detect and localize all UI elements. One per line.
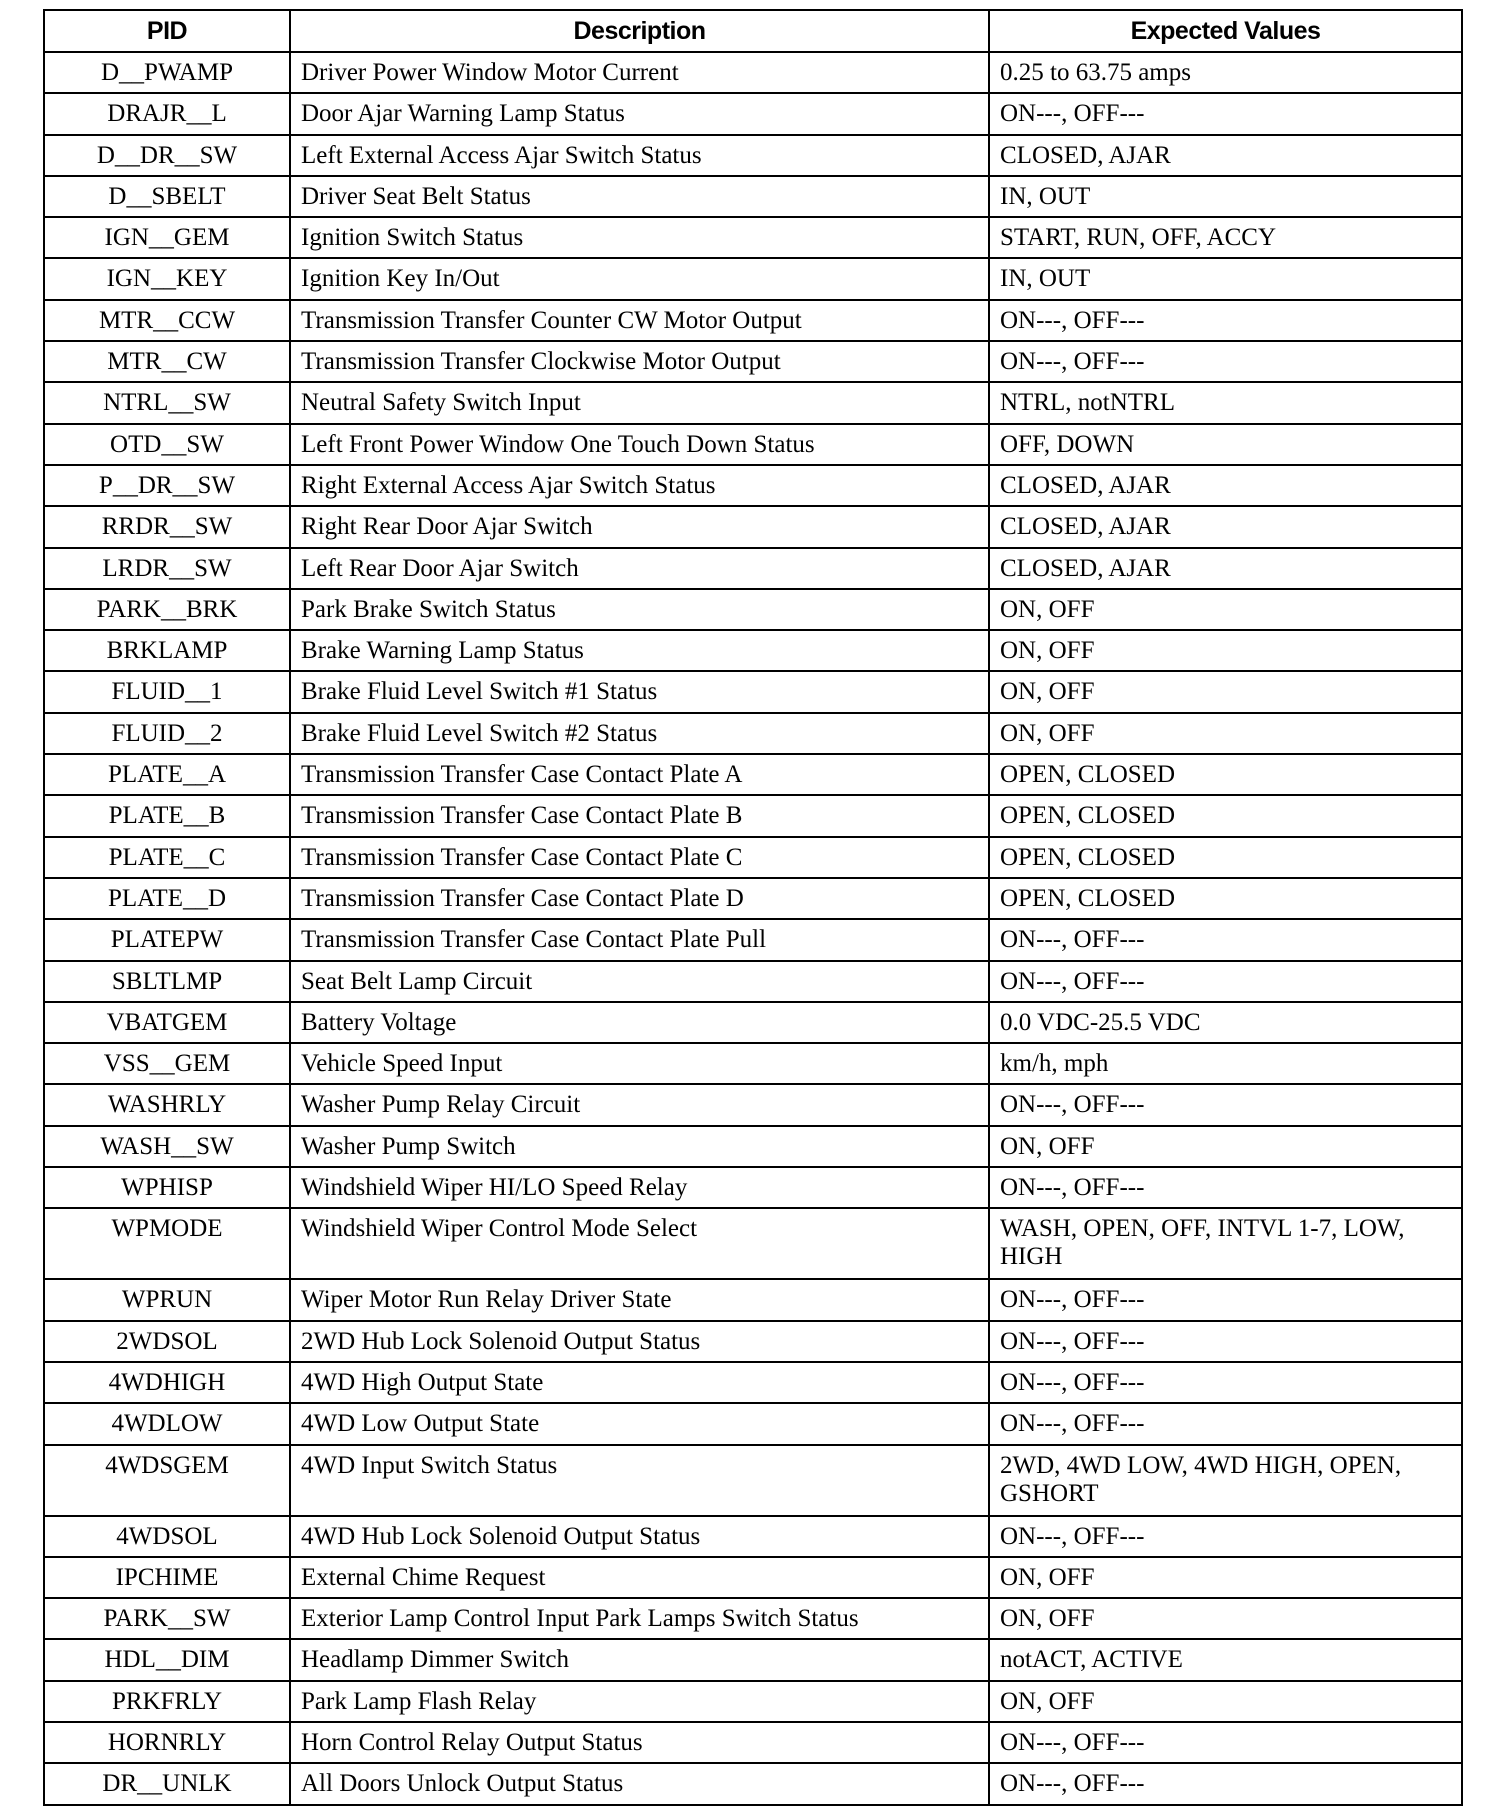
expected-values-cell: ON, OFF — [989, 1557, 1462, 1598]
expected-values-cell: IN, OUT — [989, 176, 1462, 217]
table-row — [44, 837, 1462, 878]
expected-values-cell: ON---, OFF--- — [989, 1279, 1462, 1320]
pid-cell: 2WDSOL — [44, 1321, 290, 1362]
pid-cell: HDL__DIM — [44, 1639, 290, 1680]
description-cell: 4WD Low Output State — [290, 1403, 989, 1444]
expected-values-cell: OFF, DOWN — [989, 424, 1462, 465]
table-row — [44, 1043, 1462, 1084]
expected-values-cell: 2WD, 4WD LOW, 4WD HIGH, OPEN, GSHORT — [989, 1445, 1462, 1516]
description-cell: Windshield Wiper HI/LO Speed Relay — [290, 1167, 989, 1208]
pid-cell: PRKFRLY — [44, 1681, 290, 1722]
pid-table — [43, 9, 1463, 1806]
expected-values-cell: km/h, mph — [989, 1043, 1462, 1084]
description-cell: Washer Pump Relay Circuit — [290, 1084, 989, 1125]
table-row — [44, 1516, 1462, 1557]
table-row — [44, 919, 1462, 960]
expected-values-cell: 0.0 VDC-25.5 VDC — [989, 1002, 1462, 1043]
table-row — [44, 961, 1462, 1002]
expected-values-cell: ON, OFF — [989, 630, 1462, 671]
pid-cell: 4WDSGEM — [44, 1445, 290, 1516]
table-row — [44, 713, 1462, 754]
expected-values-cell: 0.25 to 63.75 amps — [989, 52, 1462, 93]
description-cell: Neutral Safety Switch Input — [290, 382, 989, 423]
description-cell: Driver Power Window Motor Current — [290, 52, 989, 93]
expected-values-cell: ON---, OFF--- — [989, 961, 1462, 1002]
pid-cell: PARK__SW — [44, 1598, 290, 1639]
description-cell: Driver Seat Belt Status — [290, 176, 989, 217]
description-cell: Right Rear Door Ajar Switch — [290, 506, 989, 547]
table-row — [44, 630, 1462, 671]
expected-values-cell: ON---, OFF--- — [989, 341, 1462, 382]
table-row — [44, 878, 1462, 919]
pid-cell: OTD__SW — [44, 424, 290, 465]
table-row — [44, 1084, 1462, 1125]
expected-values-cell: ON, OFF — [989, 1126, 1462, 1167]
description-cell: 4WD High Output State — [290, 1362, 989, 1403]
description-cell: Transmission Transfer Counter CW Motor Output — [290, 300, 989, 341]
description-cell: Battery Voltage — [290, 1002, 989, 1043]
description-cell: Washer Pump Switch — [290, 1126, 989, 1167]
expected-values-cell: NTRL, notNTRL — [989, 382, 1462, 423]
table-row — [44, 1321, 1462, 1362]
description-cell: Headlamp Dimmer Switch — [290, 1639, 989, 1680]
table-row — [44, 671, 1462, 712]
pid-cell: VSS__GEM — [44, 1043, 290, 1084]
table-row — [44, 506, 1462, 547]
description-cell: Right External Access Ajar Switch Status — [290, 465, 989, 506]
table-row — [44, 1445, 1462, 1516]
pid-cell: P__DR__SW — [44, 465, 290, 506]
table-row — [44, 382, 1462, 423]
expected-values-cell: ON---, OFF--- — [989, 93, 1462, 134]
table-row — [44, 1722, 1462, 1763]
description-cell: Horn Control Relay Output Status — [290, 1722, 989, 1763]
description-cell: 2WD Hub Lock Solenoid Output Status — [290, 1321, 989, 1362]
pid-cell: PLATE__C — [44, 837, 290, 878]
pid-cell: D__SBELT — [44, 176, 290, 217]
pid-cell: MTR__CW — [44, 341, 290, 382]
table-row — [44, 589, 1462, 630]
table-row — [44, 424, 1462, 465]
description-cell: Left External Access Ajar Switch Status — [290, 135, 989, 176]
description-cell: Brake Fluid Level Switch #2 Status — [290, 713, 989, 754]
table-row — [44, 93, 1462, 134]
expected-values-cell: ON---, OFF--- — [989, 1763, 1462, 1804]
description-cell: 4WD Hub Lock Solenoid Output Status — [290, 1516, 989, 1557]
expected-values-cell: ON---, OFF--- — [989, 1516, 1462, 1557]
description-cell: Transmission Transfer Case Contact Plate A — [290, 754, 989, 795]
pid-cell: WPRUN — [44, 1279, 290, 1320]
header-expected-values: Expected Values — [989, 10, 1462, 52]
table-row — [44, 1557, 1462, 1598]
pid-cell: DRAJR__L — [44, 93, 290, 134]
description-cell: Brake Warning Lamp Status — [290, 630, 989, 671]
pid-cell: IGN__GEM — [44, 217, 290, 258]
description-cell: External Chime Request — [290, 1557, 989, 1598]
pid-cell: WPMODE — [44, 1208, 290, 1279]
description-cell: Brake Fluid Level Switch #1 Status — [290, 671, 989, 712]
description-cell: Windshield Wiper Control Mode Select — [290, 1208, 989, 1279]
pid-cell: HORNRLY — [44, 1722, 290, 1763]
description-cell: Transmission Transfer Clockwise Motor Output — [290, 341, 989, 382]
table-row — [44, 258, 1462, 299]
table-row — [44, 1403, 1462, 1444]
table-row — [44, 754, 1462, 795]
pid-cell: MTR__CCW — [44, 300, 290, 341]
description-cell: Ignition Key In/Out — [290, 258, 989, 299]
table-row — [44, 548, 1462, 589]
expected-values-cell: OPEN, CLOSED — [989, 878, 1462, 919]
table-row — [44, 1763, 1462, 1804]
description-cell: Left Front Power Window One Touch Down Status — [290, 424, 989, 465]
expected-values-cell: ON---, OFF--- — [989, 1084, 1462, 1125]
table-row — [44, 1126, 1462, 1167]
pid-cell: SBLTLMP — [44, 961, 290, 1002]
table-row — [44, 341, 1462, 382]
table-row — [44, 300, 1462, 341]
expected-values-cell: ON, OFF — [989, 713, 1462, 754]
table-row — [44, 1279, 1462, 1320]
expected-values-cell: ON---, OFF--- — [989, 919, 1462, 960]
expected-values-cell: WASH, OPEN, OFF, INTVL 1-7, LOW, HIGH — [989, 1208, 1462, 1279]
expected-values-cell: ON, OFF — [989, 671, 1462, 712]
table-row — [44, 1598, 1462, 1639]
expected-values-cell: CLOSED, AJAR — [989, 465, 1462, 506]
expected-values-cell: ON---, OFF--- — [989, 300, 1462, 341]
table-row — [44, 176, 1462, 217]
pid-cell: VBATGEM — [44, 1002, 290, 1043]
description-cell: Seat Belt Lamp Circuit — [290, 961, 989, 1002]
pid-cell: PLATE__B — [44, 795, 290, 836]
pid-cell: BRKLAMP — [44, 630, 290, 671]
expected-values-cell: CLOSED, AJAR — [989, 506, 1462, 547]
pid-cell: PLATE__D — [44, 878, 290, 919]
pid-cell: DR__UNLK — [44, 1763, 290, 1804]
expected-values-cell: ON, OFF — [989, 1681, 1462, 1722]
pid-cell: WASH__SW — [44, 1126, 290, 1167]
table-row — [44, 1681, 1462, 1722]
expected-values-cell: ON---, OFF--- — [989, 1722, 1462, 1763]
expected-values-cell: ON, OFF — [989, 1598, 1462, 1639]
pid-cell: 4WDHIGH — [44, 1362, 290, 1403]
header-pid: PID — [44, 10, 290, 52]
expected-values-cell: ON---, OFF--- — [989, 1167, 1462, 1208]
pid-cell: PLATE__A — [44, 754, 290, 795]
table-row — [44, 52, 1462, 93]
expected-values-cell: CLOSED, AJAR — [989, 548, 1462, 589]
expected-values-cell: CLOSED, AJAR — [989, 135, 1462, 176]
description-cell: Wiper Motor Run Relay Driver State — [290, 1279, 989, 1320]
expected-values-cell: OPEN, CLOSED — [989, 754, 1462, 795]
expected-values-cell: ON---, OFF--- — [989, 1362, 1462, 1403]
pid-cell: IPCHIME — [44, 1557, 290, 1598]
pid-cell: D__DR__SW — [44, 135, 290, 176]
description-cell: Transmission Transfer Case Contact Plate B — [290, 795, 989, 836]
description-cell: All Doors Unlock Output Status — [290, 1763, 989, 1804]
description-cell: Park Brake Switch Status — [290, 589, 989, 630]
table-row — [44, 1639, 1462, 1680]
header-description: Description — [290, 10, 989, 52]
description-cell: Ignition Switch Status — [290, 217, 989, 258]
pid-cell: LRDR__SW — [44, 548, 290, 589]
table-row — [44, 1002, 1462, 1043]
pid-cell: FLUID__1 — [44, 671, 290, 712]
pid-cell: FLUID__2 — [44, 713, 290, 754]
table-row — [44, 135, 1462, 176]
expected-values-cell: ON---, OFF--- — [989, 1403, 1462, 1444]
table-body — [44, 52, 1462, 1805]
expected-values-cell: IN, OUT — [989, 258, 1462, 299]
pid-cell: WPHISP — [44, 1167, 290, 1208]
pid-cell: PARK__BRK — [44, 589, 290, 630]
table-row — [44, 217, 1462, 258]
description-cell: Transmission Transfer Case Contact Plate Pull — [290, 919, 989, 960]
expected-values-cell: OPEN, CLOSED — [989, 795, 1462, 836]
pid-cell: D__PWAMP — [44, 52, 290, 93]
expected-values-cell: notACT, ACTIVE — [989, 1639, 1462, 1680]
table-row — [44, 465, 1462, 506]
description-cell: Park Lamp Flash Relay — [290, 1681, 989, 1722]
pid-cell: WASHRLY — [44, 1084, 290, 1125]
description-cell: Exterior Lamp Control Input Park Lamps Switch Status — [290, 1598, 989, 1639]
pid-cell: RRDR__SW — [44, 506, 290, 547]
pid-cell: 4WDSOL — [44, 1516, 290, 1557]
expected-values-cell: ON, OFF — [989, 589, 1462, 630]
table-row — [44, 1362, 1462, 1403]
expected-values-cell: OPEN, CLOSED — [989, 837, 1462, 878]
pid-cell: 4WDLOW — [44, 1403, 290, 1444]
description-cell: Door Ajar Warning Lamp Status — [290, 93, 989, 134]
description-cell: Transmission Transfer Case Contact Plate C — [290, 837, 989, 878]
description-cell: Transmission Transfer Case Contact Plate D — [290, 878, 989, 919]
table-row — [44, 1208, 1462, 1279]
description-cell: Vehicle Speed Input — [290, 1043, 989, 1084]
pid-cell: PLATEPW — [44, 919, 290, 960]
table-row — [44, 1167, 1462, 1208]
expected-values-cell: START, RUN, OFF, ACCY — [989, 217, 1462, 258]
description-cell: Left Rear Door Ajar Switch — [290, 548, 989, 589]
pid-cell: IGN__KEY — [44, 258, 290, 299]
description-cell: 4WD Input Switch Status — [290, 1445, 989, 1516]
table-row — [44, 795, 1462, 836]
table-header-row — [44, 10, 1462, 52]
expected-values-cell: ON---, OFF--- — [989, 1321, 1462, 1362]
pid-cell: NTRL__SW — [44, 382, 290, 423]
